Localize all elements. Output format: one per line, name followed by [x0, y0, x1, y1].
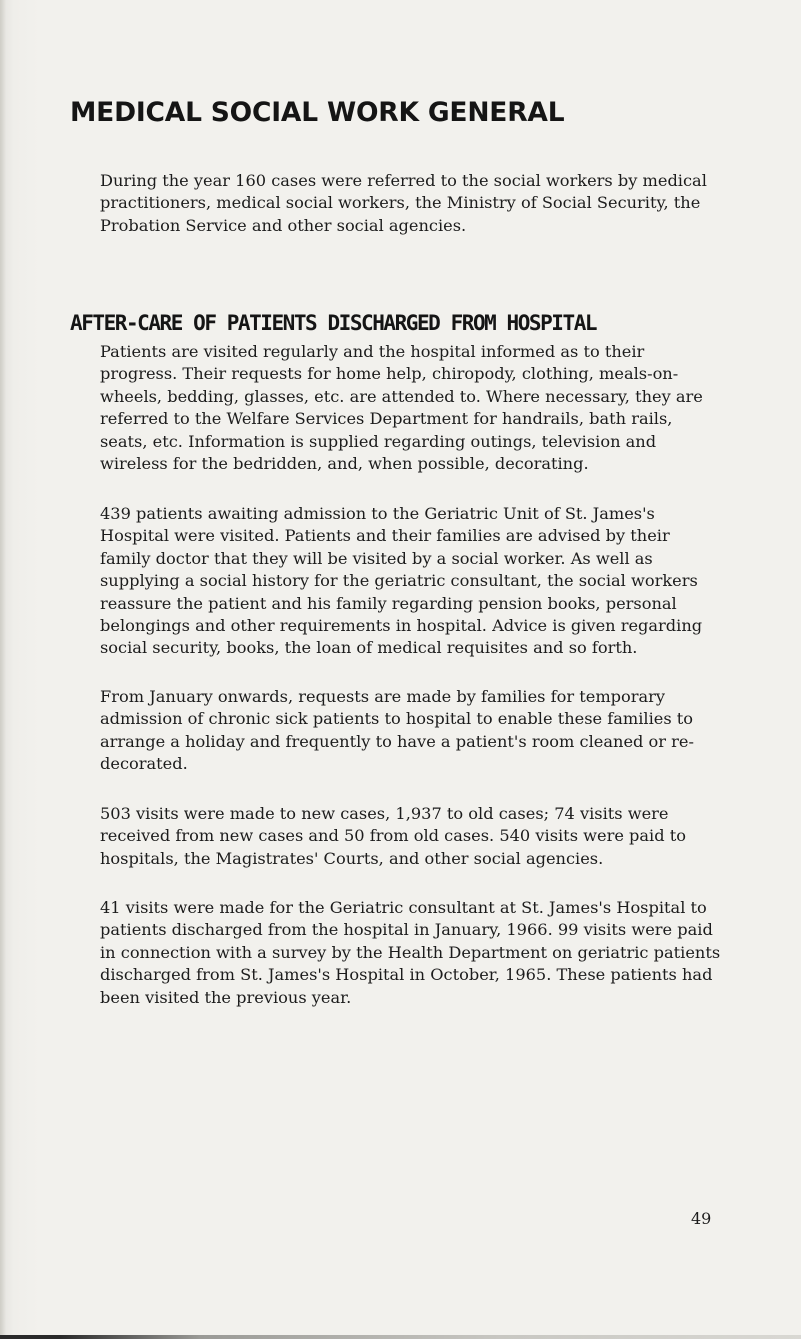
page-number: 49 [691, 1209, 712, 1228]
section-paragraph-4: 503 visits were made to new cases, 1,937 to old cases; 74 visits were received from new cases and 50 from old cases. 540 visits were paid to hospitals, the Magistrates' Courts, and other social agencies. [100, 804, 686, 868]
page-bottom-edge [0, 1335, 801, 1339]
section-paragraph-5: 41 visits were made for the Geriatric consultant at St. James's Hospital to patients discharged from the hospital in January, 1966. 99 visits were paid in connection with a survey by the Health Department on geriatric patients discharged from St. James's Hospital in October, 1965. These patients had been visited the previous year. [100, 898, 721, 1007]
intro-paragraph: During the year 160 cases were referred to the social workers by medical practitioners, medical social workers, the Ministry of Social Security, the Probation Service and other social agencies. [100, 171, 707, 235]
section-heading: AFTER-CARE OF PATIENTS DISCHARGED FROM HOSPITAL [70, 311, 597, 335]
page-left-edge [0, 0, 6, 1339]
section-paragraph-1: Patients are visited regularly and the hospital informed as to their progress. Their requests for home help, chiropody, clothing, meals-on-wheels, bedding, glasses, etc. are attended to. Where necessary, they are referred to the Welfare Services Department for handrails, bath rails, seats, etc. Information is supplied regarding outings, television and wireless for the bedridden, and, when possible, decorating. [100, 342, 703, 474]
section-paragraph-3: From January onwards, requests are made by families for temporary admission of chronic sick patients to hospital to enable these families to arrange a holiday and frequently to have a patient's room cleaned or re-decorated. [100, 687, 694, 774]
section-paragraph-2: 439 patients awaiting admission to the Geriatric Unit of St. James's Hospital were visited. Patients and their families are advised by their family doctor that they will be visited by a social worker. As well as supplying a social history for the geriatric consultant, the social workers reassure the patient and his family regarding pension books, personal belongings and other requirements in hospital. Advice is given regarding social security, books, the loan of medical requisites and so forth. [100, 504, 703, 658]
page-title: MEDICAL SOCIAL WORK GENERAL [70, 97, 565, 128]
